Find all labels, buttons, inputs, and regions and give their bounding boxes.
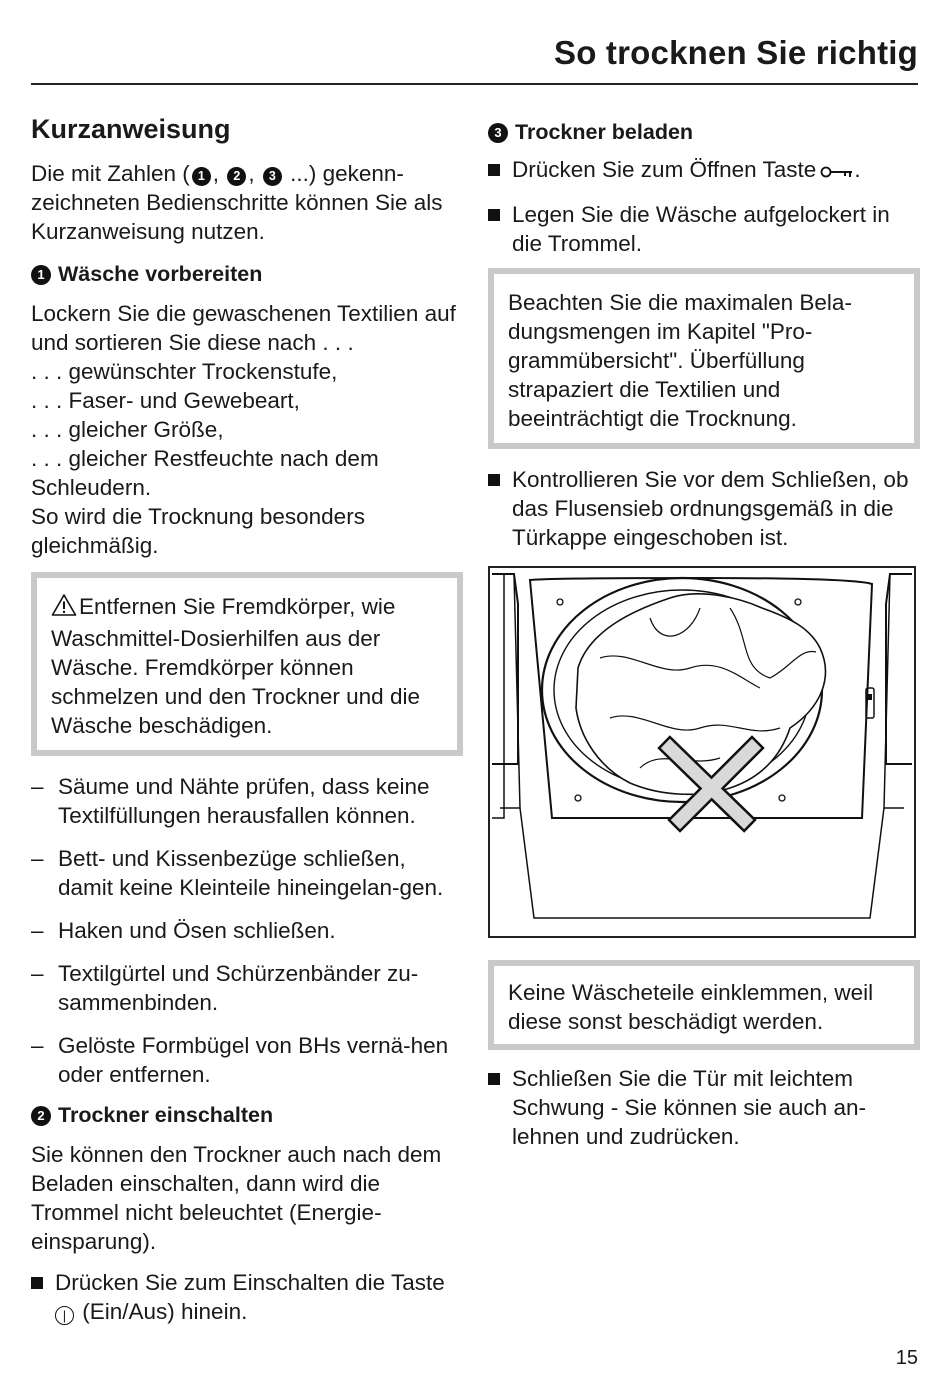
list-item [31, 1268, 463, 1326]
step1-title: Wäsche vorbereiten [58, 262, 263, 286]
intro-paragraph [31, 159, 451, 246]
note-box: Keine Wäscheteile einklemmen, weil diese sonst beschädigt werden. [488, 960, 920, 1050]
list-item [488, 465, 920, 552]
criteria-item: . . . gleicher Restfeuchte nach dem Schleudern. [31, 446, 379, 500]
list-item-text: Legen Sie die Wäsche aufgelockert in die Trommel. [512, 202, 890, 256]
list-item-text: Haken und Ösen schließen. [58, 918, 336, 943]
step-number-badge: 3 [263, 167, 282, 186]
step2-heading [31, 1103, 463, 1128]
list-item-text: Kontrollieren Sie vor dem Schließen, ob das Flusensieb ordnungsgemäß in die Türkappe eingeschoben ist. [512, 467, 909, 550]
step-number-badge: 2 [31, 1106, 51, 1126]
criteria-item: . . . gewünschter Trockenstufe, [31, 359, 338, 384]
list-item [31, 844, 463, 902]
bullet-text-end: (Ein/Aus) hinein. [76, 1299, 248, 1324]
step1-heading [31, 262, 463, 287]
bullet-text-end: . [854, 157, 861, 182]
warning-box [31, 572, 463, 756]
list-item-text: Bett- und Kissenbezüge schließen, damit keine Kleinteile hineingelan-gen. [58, 846, 444, 900]
bullet-square-icon [488, 1073, 500, 1085]
dash-mark: – [31, 961, 44, 986]
criteria-item: . . . gleicher Größe, [31, 417, 224, 442]
dash-mark: – [31, 1033, 44, 1058]
list-item [488, 200, 920, 258]
step-number-badge: 3 [488, 123, 508, 143]
bullet-square-icon [488, 474, 500, 486]
list-item-text: Gelöste Formbügel von BHs vernä-hen oder entfernen. [58, 1033, 449, 1087]
check-list [31, 772, 463, 1089]
header-divider [31, 83, 918, 85]
list-item [31, 1031, 463, 1089]
step1-text: Lockern Sie die gewaschenen Textilien auf und sortieren Sie diese nach . . . [31, 301, 456, 355]
list-item [488, 155, 920, 186]
bullet-square-icon [488, 209, 500, 221]
list-item [31, 772, 463, 830]
page-title: So trocknen Sie richtig [553, 34, 918, 71]
list-item-text: Säume und Nähte prüfen, dass keine Textilfüllungen herausfallen können. [58, 774, 430, 828]
intro-separator: , [248, 161, 261, 186]
page-number: 15 [895, 1347, 918, 1369]
list-item-text: Drücken Sie zum Öffnen Taste [512, 157, 817, 182]
list-item-text: Textilgürtel und Schürzenbänder zu-sammenbinden. [58, 961, 419, 1015]
list-item-text: Schließen Sie die Tür mit leichtem Schwung - Sie können sie auch an-lehnen und zudrücken. [512, 1066, 866, 1149]
step2-title: Trockner einschalten [58, 1103, 274, 1127]
step3-heading [488, 120, 920, 145]
step3-bullets-continued [488, 465, 920, 552]
warning-triangle-icon [51, 593, 77, 624]
intro-text-start: Die mit Zahlen ( [31, 161, 190, 186]
power-icon: | [55, 1306, 74, 1325]
intro-text-end: ...) gekenn-zeichneten Bedienschritte können Sie als Kurzanweisung nutzen. [31, 161, 443, 244]
bullet-text-start: Drücken Sie zum Einschalten die Taste [55, 1270, 445, 1295]
list-item [31, 916, 463, 945]
step1-closing: So wird die Trocknung besonders gleichmäßig. [31, 504, 365, 558]
dryer-drum-overloaded-illustration [488, 566, 916, 938]
step3-bullets [488, 155, 920, 258]
dash-mark: – [31, 846, 44, 871]
step2-text: Sie können den Trockner auch nach dem Beladen einschalten, dann wird die Trommel nicht beleuchtet (Energie-einsparung). [31, 1142, 442, 1254]
bullet-square-icon [31, 1277, 43, 1289]
right-column [488, 110, 920, 1165]
bullet-square-icon [488, 164, 500, 176]
criteria-item: . . . Faser- und Gewebeart, [31, 388, 300, 413]
section-heading: Kurzanweisung [31, 114, 231, 144]
note-box: Beachten Sie die maximalen Bela-dungsmengen im Kapitel "Pro-grammübersicht". Überfüllung strapaziert die Textilien und beeinträchtigt die Trocknung. [488, 268, 920, 449]
step-number-badge: 2 [227, 167, 246, 186]
step2-bullets [31, 1268, 463, 1326]
intro-separator: , [212, 161, 226, 186]
step-number-badge: 1 [192, 167, 211, 186]
dash-mark: – [31, 918, 44, 943]
close-door-bullets [488, 1064, 920, 1151]
list-item [488, 1064, 920, 1151]
step-number-badge: 1 [31, 265, 51, 285]
list-item [31, 959, 463, 1017]
dash-mark: – [31, 774, 44, 799]
left-column [31, 110, 463, 1340]
key-icon [820, 157, 854, 186]
step3-title: Trockner beladen [515, 120, 694, 144]
warning-text: Entfernen Sie Fremdkörper, wie Waschmittel-Dosierhilfen aus der Wäsche. Fremdkörper können schmelzen und den Trockner und die Wäsche beschädigen. [51, 594, 420, 738]
